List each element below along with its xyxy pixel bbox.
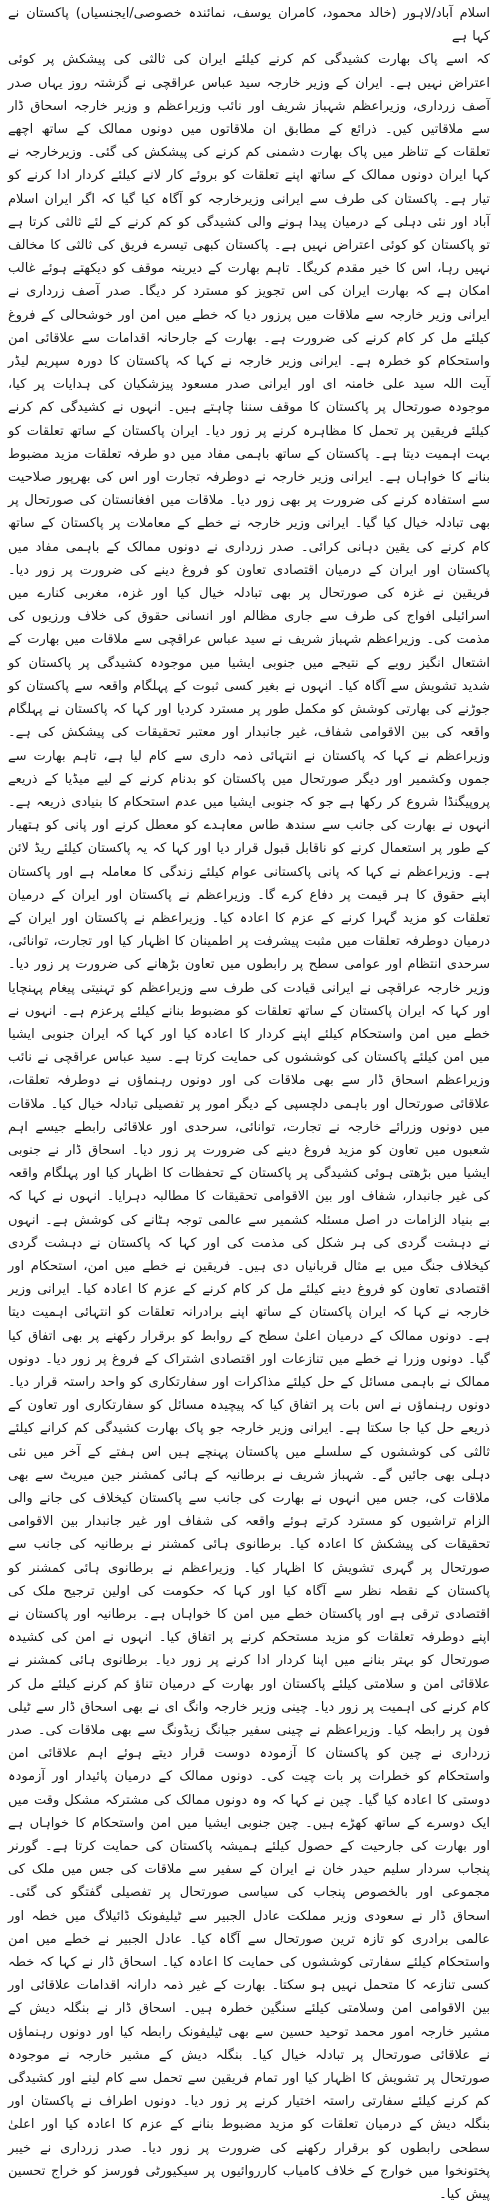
- article-dateline: اسلام آباد/لاہور (خالد محمود، کامران یوسف، نمائندہ خصوصی/ایجنسیاں) پاکستان نے کہا ہے: [8, 6, 490, 45]
- article-body: کہ اسے پاک بھارت کشیدگی کم کرنے کیلئے ایران کی ثالثی کی پیشکش پر کوئی اعتراض نہیں ہے۔ ایران کے وزیر خارجہ سید عباس عراقچی نے گزشتہ روز یہاں صدر آصف زرداری، وزیراعظم شہباز شریف اور نائب وزیراعظم و وزیر خارجہ اسحاق ڈار سے ملاقاتیں کیں۔ ذرائع کے مطابق ان ملاقاتوں میں دونوں ممالک کے ساتھ اچھے تعلقات کے تناظر میں پاک بھارت دشمنی کم کرنے کی پیشکش کی گئی۔ وزیرخارجہ نے کہا ایران دونوں ممالک کے ساتھ اپنے تعلقات کو بروئے کار لانے کیلئے کردار ادا کرنے کو تیار ہے۔ پاکستان کی طرف سے ایرانی وزیرخارجہ کو آگاہ کیا گیا کہ اگر ایران اسلام آباد اور نئی دہلی کے درمیان پیدا ہونے والی کشیدگی کو کم کرنے کے لئے ثالثی کرتا ہے تو پاکستان کو کوئی اعتراض نہیں ہے۔ پاکستان کبھی تیسرے فریق کی ثالثی کا مخالف نہیں رہا، اس کا خیر مقدم کریگا۔ تاہم بھارت کے دیرینہ موقف کو دیکھتے ہوئے غالب امکان ہے کہ بھارت ایران کی اس تجویز کو مسترد کر دیگا۔ صدر آصف زرداری نے ایرانی وزیر خارجہ سے ملاقات میں پرزور دیا کہ خطے میں امن اور خوشحالی کے فروغ کیلئے مل کر کام کرنے کی ضرورت ہے۔ بھارت کے جارحانہ اقدامات سے علاقائی امن واستحکام کو خطرہ ہے۔ ایرانی وزیر خارجہ نے کہا کہ پاکستان کا دورہ سپریم لیڈر آیت اللہ سید علی خامنہ ای اور ایرانی صدر مسعود پیزشکیان کی ہدایات پر کیا، موجودہ صورتحال پر پاکستان کا موقف سننا چاہتے ہیں۔ انہوں نے کشیدگی کم کرنے کیلئے فریقین پر تحمل کا مظاہرہ کرنے پر زور دیا۔ ایران پاکستان کے ساتھ تعلقات کو بہت اہمیت دیتا ہے۔ پاکستان کے ساتھ باہمی مفاد میں دو طرفہ تعلقات مزید مضبوط بنانے کا خواہاں ہے۔ ایرانی وزیر خارجہ نے دوطرفہ تجارت اور اس کی بھرپور صلاحیت سے استفادہ کرنے کی ضرورت پر بھی زور دیا۔ ملاقات میں افغانستان کی صورتحال پر بھی تبادلہ خیال کیا گیا۔ ایرانی وزیر خارجہ نے خطے کے معاملات پر پاکستان کے ساتھ کام کرنے کی یقین دہانی کرائی۔ صدر زرداری نے دونوں ممالک کے باہمی مفاد میں پاکستان اور ایران کے درمیان اقتصادی تعاون کو فروغ دینے کی ضرورت پر زور دیا۔ فریقین نے غزہ کی صورتحال پر بھی تبادلہ خیال کیا اور غزہ، مغربی کنارے میں اسرائیلی افواج کی طرف سے جاری مظالم اور انسانی حقوق کی خلاف ورزیوں کی مذمت کی۔ وزیراعظم شہباز شریف نے سید عباس عراقچی سے ملاقات میں بھارت کے اشتعال انگیز رویے کے نتیجے میں جنوبی ایشیا میں موجودہ کشیدگی پر پاکستان کو شدید تشویش سے آگاہ کیا۔ انہوں نے بغیر کسی ثبوت کے پہلگام واقعہ سے پاکستان کو جوڑنے کی بھارتی کوشش کو مکمل طور پر مسترد کردیا اور کہا کہ پاکستان نے پہلگام واقعہ کی بین الاقوامی شفاف، غیر جانبدار اور معتبر تحقیقات کی پیشکش کی ہے۔ وزیراعظم نے کہا کہ پاکستان نے انتہائی ذمہ داری سے کام لیا ہے، تاہم بھارت سے جموں وکشمیر اور دیگر صورتحال میں پاکستان کو بدنام کرنے کے لیے میڈیا کے ذریعے پروپیگنڈا شروع کر رکھا ہے جو کہ جنوبی ایشیا میں عدم استحکام کا بنیادی ذریعہ ہے۔ انہوں نے بھارت کی جانب سے سندھ طاس معاہدے کو معطل کرنے اور پانی کو ہتھیار کے طور پر استعمال کرنے کو ناقابل قبول قرار دیا اور کہا کہ یہ پاکستان کیلئے ریڈ لائن ہے۔ وزیراعظم نے کہا کہ پانی پاکستانی عوام کیلئے زندگی کا معاملہ ہے اور پاکستان اپنے حقوق کا ہر قیمت پر دفاع کرے گا۔ وزیراعظم نے پاکستان اور ایران کے درمیان تعلقات کو مزید گہرا کرنے کے عزم کا اعادہ کیا۔ وزیراعظم نے پاکستان اور ایران کے درمیان دوطرفہ تعلقات میں مثبت پیشرفت پر اطمینان کا اظہار کیا اور تجارت، توانائی، سرحدی انتظام اور عوامی سطح پر رابطوں میں تعاون بڑھانے کی ضرورت پر زور دیا۔ وزیر خارجہ عراقچی نے ایرانی قیادت کی طرف سے وزیراعظم کو تہنیتی پیغام پہنچایا اور کہا کہ ایران پاکستان کے ساتھ تعلقات کو مضبوط بنانے کیلئے پرعزم ہے۔ انہوں نے خطے میں امن واستحکام کیلئے اپنے کردار کا اعادہ کیا اور کہا کہ ایران جنوبی ایشیا میں امن کیلئے پاکستان کی کوششوں کی حمایت کرتا ہے۔ سید عباس عراقچی نے نائب وزیراعظم اسحاق ڈار سے بھی ملاقات کی اور دونوں رہنماؤں نے دوطرفہ تعلقات، علاقائی صورتحال اور باہمی دلچسپی کے دیگر امور پر تفصیلی تبادلہ خیال کیا۔ ملاقات میں دونوں وزرائے خارجہ نے تجارت، توانائی، سرحدی اور علاقائی رابطے جیسے اہم شعبوں میں تعاون کو مزید فروغ دینے کی ضرورت پر زور دیا۔ اسحاق ڈار نے جنوبی ایشیا میں بڑھتی ہوئی کشیدگی پر پاکستان کے تحفظات کا اظہار کیا اور پہلگام واقعہ کی غیر جانبدار، شفاف اور بین الاقوامی تحقیقات کا مطالبہ دہرایا۔ انہوں نے کہا کہ بے بنیاد الزامات در اصل مسئلہ کشمیر سے عالمی توجہ ہٹانے کی کوشش ہے۔ انہوں نے دہشت گردی کی ہر شکل کی مذمت کی اور کہا کہ پاکستان نے دہشت گردی کیخلاف جنگ میں بے مثال قربانیاں دی ہیں۔ فریقین نے خطے میں امن، استحکام اور اقتصادی تعاون کو فروغ دینے کیلئے مل کر کام کرنے کے عزم کا اعادہ کیا۔ ایرانی وزیر خارجہ نے کہا کہ ایران پاکستان کے ساتھ اپنے برادرانہ تعلقات کو انتہائی اہمیت دیتا ہے۔ دونوں ممالک کے درمیان اعلیٰ سطح کے روابط کو برقرار رکھنے پر بھی اتفاق کیا گیا۔ دونوں وزرا نے خطے میں تنازعات اور اقتصادی اشتراک کے فروغ پر زور دیا۔ دونوں ممالک نے باہمی مسائل کے حل کیلئے مذاکرات اور سفارتکاری کو واحد راستہ قرار دیا۔ دونوں رہنماؤں نے اس بات پر اتفاق کیا کہ پیچیدہ مسائل کو سفارتکاری اور تعاون کے ذریعے حل کیا جا سکتا ہے۔ ایرانی وزیر خارجہ جو پاک بھارت کشیدگی کم کرانے کیلئے ثالثی کی کوششوں کے سلسلے میں پاکستان پہنچے ہیں اس ہفتے کے آخر میں نئی دہلی بھی جائیں گے۔ شہباز شریف نے برطانیہ کے ہائی کمشنر جین میریٹ سے بھی ملاقات کی، جس میں انہوں نے بھارت کی جانب سے پاکستان کیخلاف کی جانے والی الزام تراشیوں کو مسترد کرتے ہوئے واقعہ کی شفاف اور غیر جانبدار بین الاقوامی تحقیقات کی پیشکش کا اعادہ کیا۔ برطانوی ہائی کمشنر نے برطانیہ کی جانب سے صورتحال پر گہری تشویش کا اظہار کیا۔ وزیراعظم نے برطانوی ہائی کمشنر کو پاکستان کے نقطہ نظر سے آگاہ کیا اور کہا کہ حکومت کی اولین ترجیح ملک کی اقتصادی ترقی ہے اور پاکستان خطے میں امن کا خواہاں ہے۔ برطانیہ اور پاکستان نے اپنے دوطرفہ تعلقات کو مزید مستحکم کرنے پر اتفاق کیا۔ انہوں نے امن کی کشیدہ صورتحال کو بہتر بنانے میں اپنا کردار ادا کرنے پر زور دیا۔ برطانوی ہائی کمشنر نے علاقائی امن و سلامتی کیلئے پاکستان اور بھارت کے درمیان تناؤ کم کرنے کیلئے مل کر کام کرنے کی اہمیت پر زور دیا۔ چینی وزیر خارجہ وانگ ای نے بھی اسحاق ڈار سے ٹیلی فون پر رابطہ کیا۔ وزیراعظم نے چینی سفیر جیانگ زیڈونگ سے بھی ملاقات کی۔ صدر زرداری نے چین کو پاکستان کا آزمودہ دوست قرار دیتے ہوئے اہم علاقائی امن واستحکام کو خطرات پر بات چیت کی۔ دونوں ممالک کے درمیان پائیدار اور آزمودہ دوستی کا اعادہ کیا گیا۔ چین نے کہا کہ وہ دونوں ممالک کی مشترکہ مشکل وقت میں ایک دوسرے کے ساتھ کھڑے ہیں۔ چین جنوبی ایشیا میں امن واستحکام کا خواہاں ہے اور بھارت کی جارحیت کے حصول کیلئے ہمیشہ پاکستان کی حمایت کرتا ہے۔ گورنر پنجاب سردار سلیم حیدر خان نے ایران کے سفیر سے ملاقات کی جس میں ملک کی مجموعی اور بالخصوص پنجاب کی سیاسی صورتحال پر تفصیلی گفتگو کی گئی۔ اسحاق ڈار نے سعودی وزیر مملکت عادل الجبیر سے ٹیلیفونک ڈائیلاگ میں خطہ اور عالمی برادری کو تازہ ترین صورتحال سے آگاہ کیا۔ عادل الجبیر نے خطے میں امن واستحکام کیلئے سفارتی کوششوں کی حمایت کا اعادہ کیا۔ اسحاق ڈار نے کہا کہ خطہ کسی تنازعہ کا متحمل نہیں ہو سکتا۔ بھارت کے غیر ذمہ دارانہ اقدامات علاقائی اور بین الاقوامی امن وسلامتی کیلئے سنگین خطرہ ہیں۔ اسحاق ڈار نے بنگلہ دیش کے مشیر خارجہ امور محمد توحید حسین سے بھی ٹیلیفونک رابطہ کیا اور دونوں رہنماؤں نے علاقائی صورتحال پر تبادلہ خیال کیا۔ بنگلہ دیش کے مشیر خارجہ نے موجودہ صورتحال پر تشویش کا اظہار کیا اور تمام فریقین سے تحمل سے کام لینے اور کشیدگی کم کرنے کیلئے سفارتی راستہ اختیار کرنے پر زور دیا۔ دونوں اطراف نے پاکستان اور بنگلہ دیش کے درمیان تعلقات کو مزید مضبوط بنانے کے عزم کا اعادہ کیا اور اعلیٰ سطحی رابطوں کو برقرار رکھنے کی ضرورت پر زور دیا۔ صدر زرداری نے خیبر پختونخوا میں خوارج کے خلاف کامیاب کارروائیوں پر سیکیورٹی فورسز کو خراج تحسین پیش کیا۔: [8, 52, 490, 2203]
